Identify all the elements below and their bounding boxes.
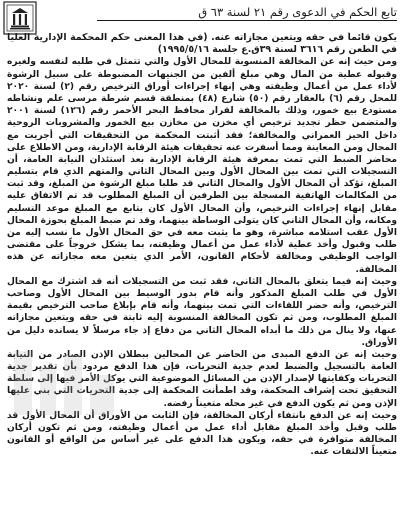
court-seal-icon — [2, 0, 38, 36]
running-title — [57, 5, 397, 21]
paragraph-4: وحيث إنه عن الدفع بانتفاء أركان المخالفة، فإن الثابت من الأوراق أن المحال الأول قد طلب وقبل وأخذ المبلغ مقابل أداء عمل من أعمال وظيفته، ومن ثم تكون أركان المخالفة متوافرة في حقه، ويكون هذا الدفع على غير أساس من الواقع أو القانون متعيناً الالتفات عنه. — [7, 410, 397, 458]
paragraph-3: وحيث إنه عن الدفع المبدى من الحاضر عن المحالين ببطلان الإذن الصادر من النيابة العامة بالتسجيل والضبط لعدم جدية التحريات، فإن هذا الدفع مردود بأن تقدير جدية التحريات وكفايتها لإصدار الإذن من المسائل الموضوعية التي يوكل الأمر فيها إلى سلطة التحقيق تحت إشراف المحكمة، وقد اطمأنت المحكمة إلى جدية التحريات التي بني عليها الإذن ومن ثم يكون الدفع في غير محله متعيناً رفضه. — [7, 349, 397, 409]
lead-paragraph: يكون قائماً في حقه ويتعين مجازاته عنه. (في هذا المعنى حكم المحكمة الإدارية العليا في الطعن رقم ٣٦١٦ لسنة ٣٩ق.ع جلسة ١٩٩٥/٥/١٦) — [7, 32, 397, 56]
paragraph-1: ومن حيث إنه عن المخالفة المنسوبة للمحال الأول والتي تتمثل في طلبه لنفسه ولغيره وقبوله عطية من المال وهي مبلغ ألفين من الجنيهات المضبوطة على سبيل الرشوة لأداء عمل من أعمال وظيفته وهي إنهاء إجراءات أوراق الترخيص رقم (٢) لسنة ٢٠٢٠ للمحل رقم (٦) بالعقار رقم (٥٠) شارع (٤٨) بمنطقة قسم شرطة مرسى علم ونشاطه مستودع بيع خمور، وذلك بالمخالفة لقرار محافظ البحر الأحمر رقم (١٢٦) لسنة ٢٠٠١ والمتضمن حظر تجديد ترخيص أي مخزن من مخازن بيع الخمور والمشروبات الروحية داخل الحيز العمراني والمخالفة؛ فقد أثبتت المحكمة من التحقيقات التي أجريت مع المحال ومن المعاينة ومما أسفرت عنه تحقيقات هيئة الرقابة الإدارية، ومن الاطلاع على محاضر الضبط التي تمت بمعرفة هيئة الرقابة الإدارية بعد استئذان النيابة العامة، أن التسجيلات التي تمت بين المحال الأول وبين المحال الثاني والمتهم الذي قام بتسليم المبلغ، تؤكد أن المحال الأول والمحال الثاني قد طلبا مبلغ الرشوة من المبلغ، وقد ثبت من المكالمات الهاتفية المسجلة بين الطرفين أن المبلغ المطلوب قد تم الاتفاق عليه مقابل إنهاء إجراءات الترخيص، وأن المحال الأول كان يتابع مع المبلغ موعد التسليم ومكانه، وأن المحال الثاني كان يتولى الوساطة بينهما، وقد تم ضبط المبلغ بحوزة المحال الأول عقب استلامه مباشرة، وهو ما يثبت معه في حق المحال الأول ما نسب إليه من طلب وقبول وأخذ عطية لأداء عمل من أعمال وظيفته، بما يشكل خروجاً على مقتضى الواجب الوظيفي ومخالفة لأحكام القانون، الأمر الذي يتعين معه مجازاته عن هذه المخالفة. — [7, 57, 397, 275]
running-title-underline — [97, 20, 397, 21]
paragraph-2: وحيث إنه فيما يتعلق بالمحال الثاني، فقد ثبت من التسجيلات أنه قد اشترك مع المحال الأول في طلب المبلغ المذكور وأنه قام بدور الوسيط بين المحال الأول وصاحب الترخيص، وأنه حضر اللقاءات التي تمت بينهما، وأنه قام بإبلاغ صاحب الترخيص بقيمة المبلغ المطلوب، ومن ثم تكون المخالفة المنسوبة إليه ثابتة في حقه ويتعين مجازاته عنها، ولا ينال من ذلك ما أبداه المحال الثاني من دفاع إذ جاء مرسلاً لا يسانده دليل من الأوراق. — [7, 276, 397, 348]
running-title-text: تابع الحكم في الدعوى رقم ٢١ لسنة ٦٣ ق — [198, 5, 397, 19]
judgment-body — [7, 32, 397, 520]
